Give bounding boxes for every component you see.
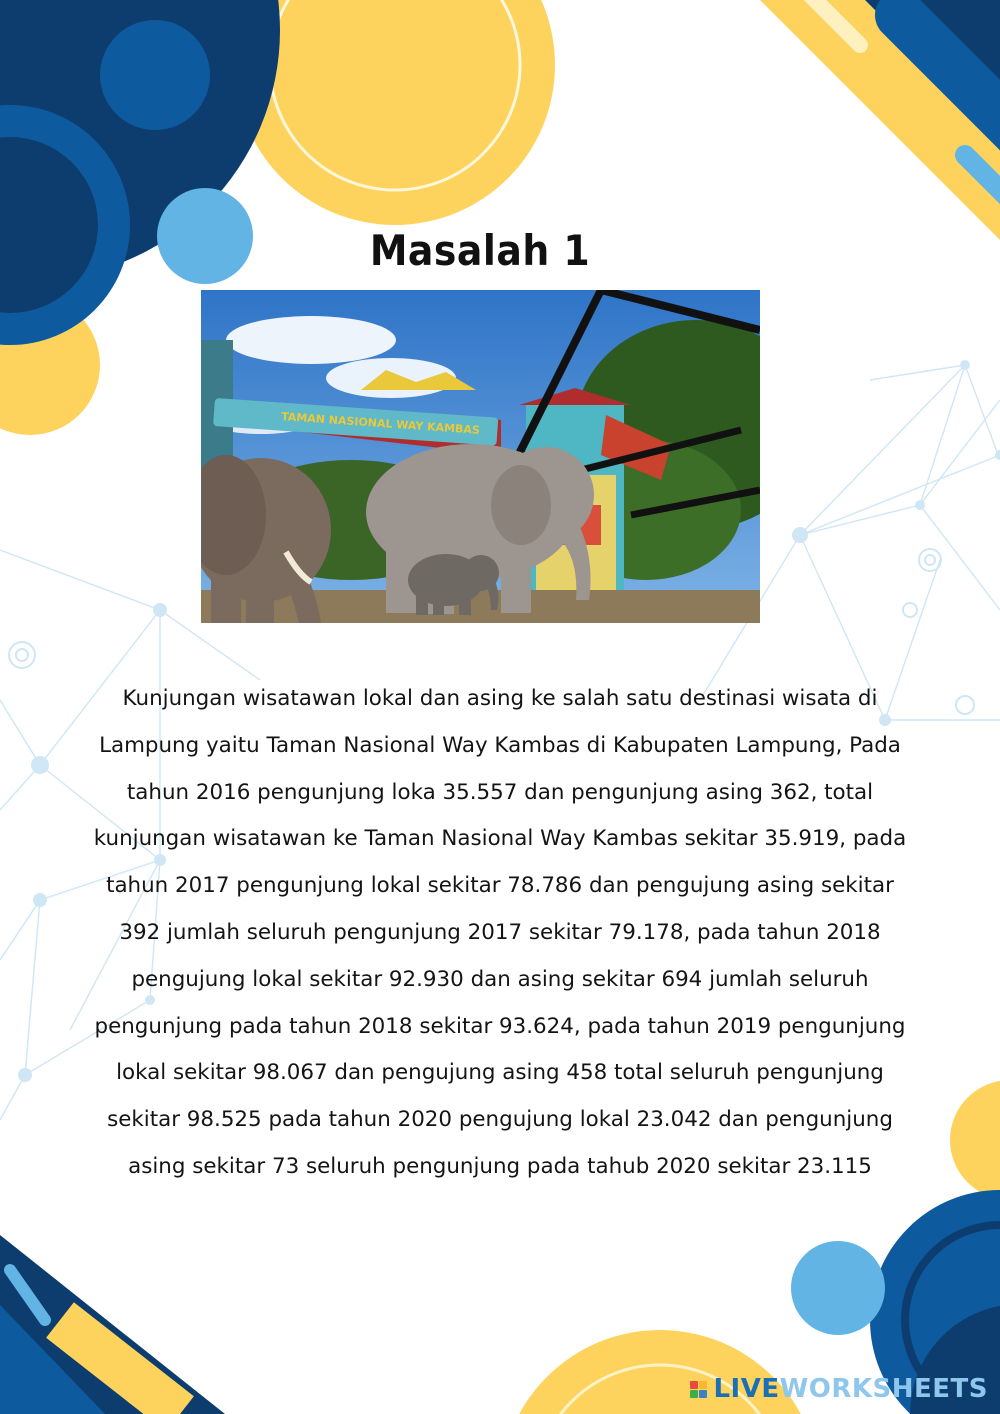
paragraph-line: Kunjungan wisatawan lokal dan asing ke salah satu destinasi wisata di: [122, 686, 878, 711]
paragraph-line: pengujung lokal sekitar 92.930 dan asing sekitar 694 jumlah seluruh: [131, 966, 869, 992]
paragraph-line: tahun 2017 pengunjung lokal sekitar 78.786 dan pengujung asing sekitar: [106, 873, 894, 899]
elephant-gate-photo: [201, 290, 760, 623]
page-title: Masalah 1: [369, 226, 591, 275]
paragraph-line: tahun 2016 pengunjung loka 35.557 dan pengunjung asing 362, total: [126, 779, 874, 805]
liveworksheets-logo-icon: [690, 1381, 707, 1398]
paragraph-line: asing sekitar 73 seluruh pengunjung pada tahub 2020 sekitar 23.115: [128, 1153, 872, 1179]
watermark-worksheets: WORKSHEETS: [779, 1374, 988, 1404]
gate-sign: TAMAN NASIONAL WAY KAMBAS: [280, 410, 481, 437]
paragraph-line: sekitar 98.525 pada tahun 2020 pengujung lokal 23.042 dan pengunjung: [107, 1107, 893, 1133]
paragraph-line: 392 jumlah seluruh pengunjung 2017 sekitar 79.178, pada tahun 2018: [119, 919, 881, 945]
paragraph-line: pengunjung pada tahun 2018 sekitar 93.624, pada tahun 2019 pengunjung: [94, 1013, 906, 1039]
top-right-stripes-decoration: [760, 0, 1000, 240]
paragraph-line: kunjungan wisatawan ke Taman Nasional Way Kambas sekitar 35.919, pada: [93, 826, 907, 852]
paragraph-line: lokal sekitar 98.067 dan pengujung asing 458 total seluruh pengunjung: [116, 1060, 884, 1086]
bottom-left-stripes-decoration: [0, 1235, 225, 1414]
liveworksheets-watermark: [690, 1374, 988, 1404]
watermark-live: LIVE: [713, 1374, 780, 1404]
paragraph-line: Lampung yaitu Taman Nasional Way Kambas di Kabupaten Lampung, Pada: [99, 732, 901, 758]
problem-description-paragraph: [8, 676, 992, 1191]
